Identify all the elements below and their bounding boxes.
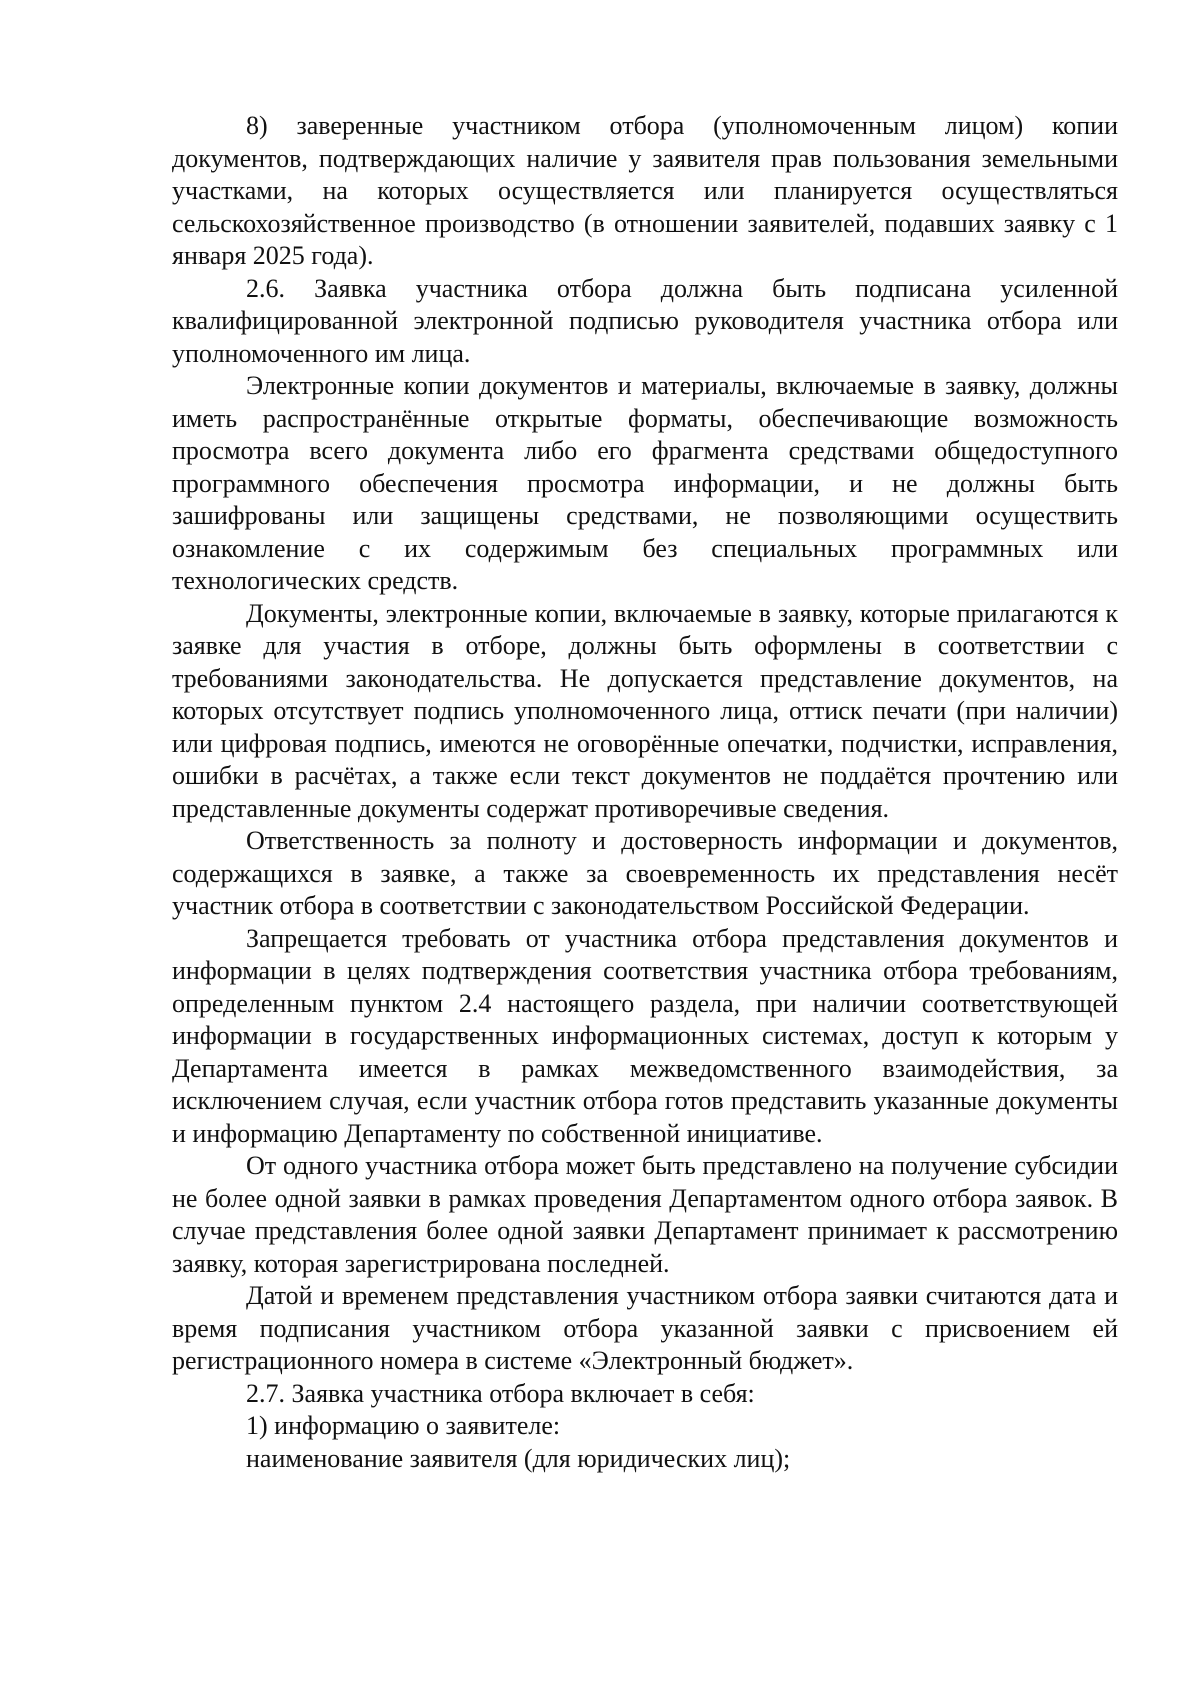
document-page bbox=[172, 110, 1118, 1475]
paragraph-submission-date: Датой и временем представления участником отбора заявки считаются дата и время подписания участником отбора указанной заявки с присвоением ей регистрационного номера в системе «Электронный бюджет». bbox=[172, 1281, 1118, 1375]
paragraph-document-requirements: Документы, электронные копии, включаемые в заявку, которые прилагаются к заявке для участия в отборе, должны быть оформлены в соответствии с требованиями законодательства. Не допускается представление документов, на которых отсутствует подпись уполномоченного лица, оттиск печати (при наличии) или цифровая подпись, имеются не оговорённые опечатки, подчистки, исправления, ошибки в расчётах, а также если текст документов не поддаётся прочтению или представленные документы содержат противоречивые сведения. bbox=[172, 598, 1118, 823]
paragraph-one-application: От одного участника отбора может быть представлено на получение субсидии не более одной заявки в рамках проведения Департаментом одного отбора заявок. В случае представления более одной заявки Департамент принимает к рассмотрению заявку, которая зарегистрирована последней. bbox=[172, 1151, 1118, 1278]
paragraph-responsibility: Ответственность за полноту и достоверность информации и документов, содержащихся в заявке, а также за своевременность их представления несёт участник отбора в соответствии с законодательством Российской Федерации. bbox=[172, 826, 1118, 920]
paragraph-electronic-copies: Электронные копии документов и материалы, включаемые в заявку, должны иметь распространённые открытые форматы, обеспечивающие возможность просмотра всего документа либо его фрагмента средствами общедоступного программного обеспечения просмотра информации, и не должны быть зашифрованы или защищены средствами, не позволяющими осуществить ознакомление с их содержимым без специальных программных или технологических средств. bbox=[172, 371, 1118, 595]
paragraph-item-8-land-documents: 8) заверенные участником отбора (уполномоченным лицом) копии документов, подтверждающих наличие у заявителя прав пользования земельными участками, на которых осуществляется или планируется осуществляться сельскохозяйственное производство (в отношении заявителей, подавших заявку с 1 января 2025 года). bbox=[172, 111, 1118, 270]
line-applicant-information: 1) информацию о заявителе: bbox=[246, 1411, 561, 1440]
paragraph-2-6-signature: 2.6. Заявка участника отбора должна быть подписана усиленной квалифицированной электронной подписью руководителя участника отбора или уполномоченного им лица. bbox=[172, 273, 1118, 368]
paragraph-prohibition: Запрещается требовать от участника отбора представления документов и информации в целях подтверждения соответствия участника отбора требованиям, определенным пунктом 2.4 настоящего раздела, при наличии соответствующей информации в государственных информационных системах, доступ к которым у Департамента имеется в рамках межведомственного взаимодействия, за исключением случая, если участник отбора готов представить указанные документы и информацию Департаменту по собственной инициативе. bbox=[172, 923, 1118, 1148]
line-applicant-name: наименование заявителя (для юридических лиц); bbox=[246, 1443, 791, 1473]
line-2-7-application-contents: 2.7. Заявка участника отбора включает в себя: bbox=[246, 1378, 755, 1408]
